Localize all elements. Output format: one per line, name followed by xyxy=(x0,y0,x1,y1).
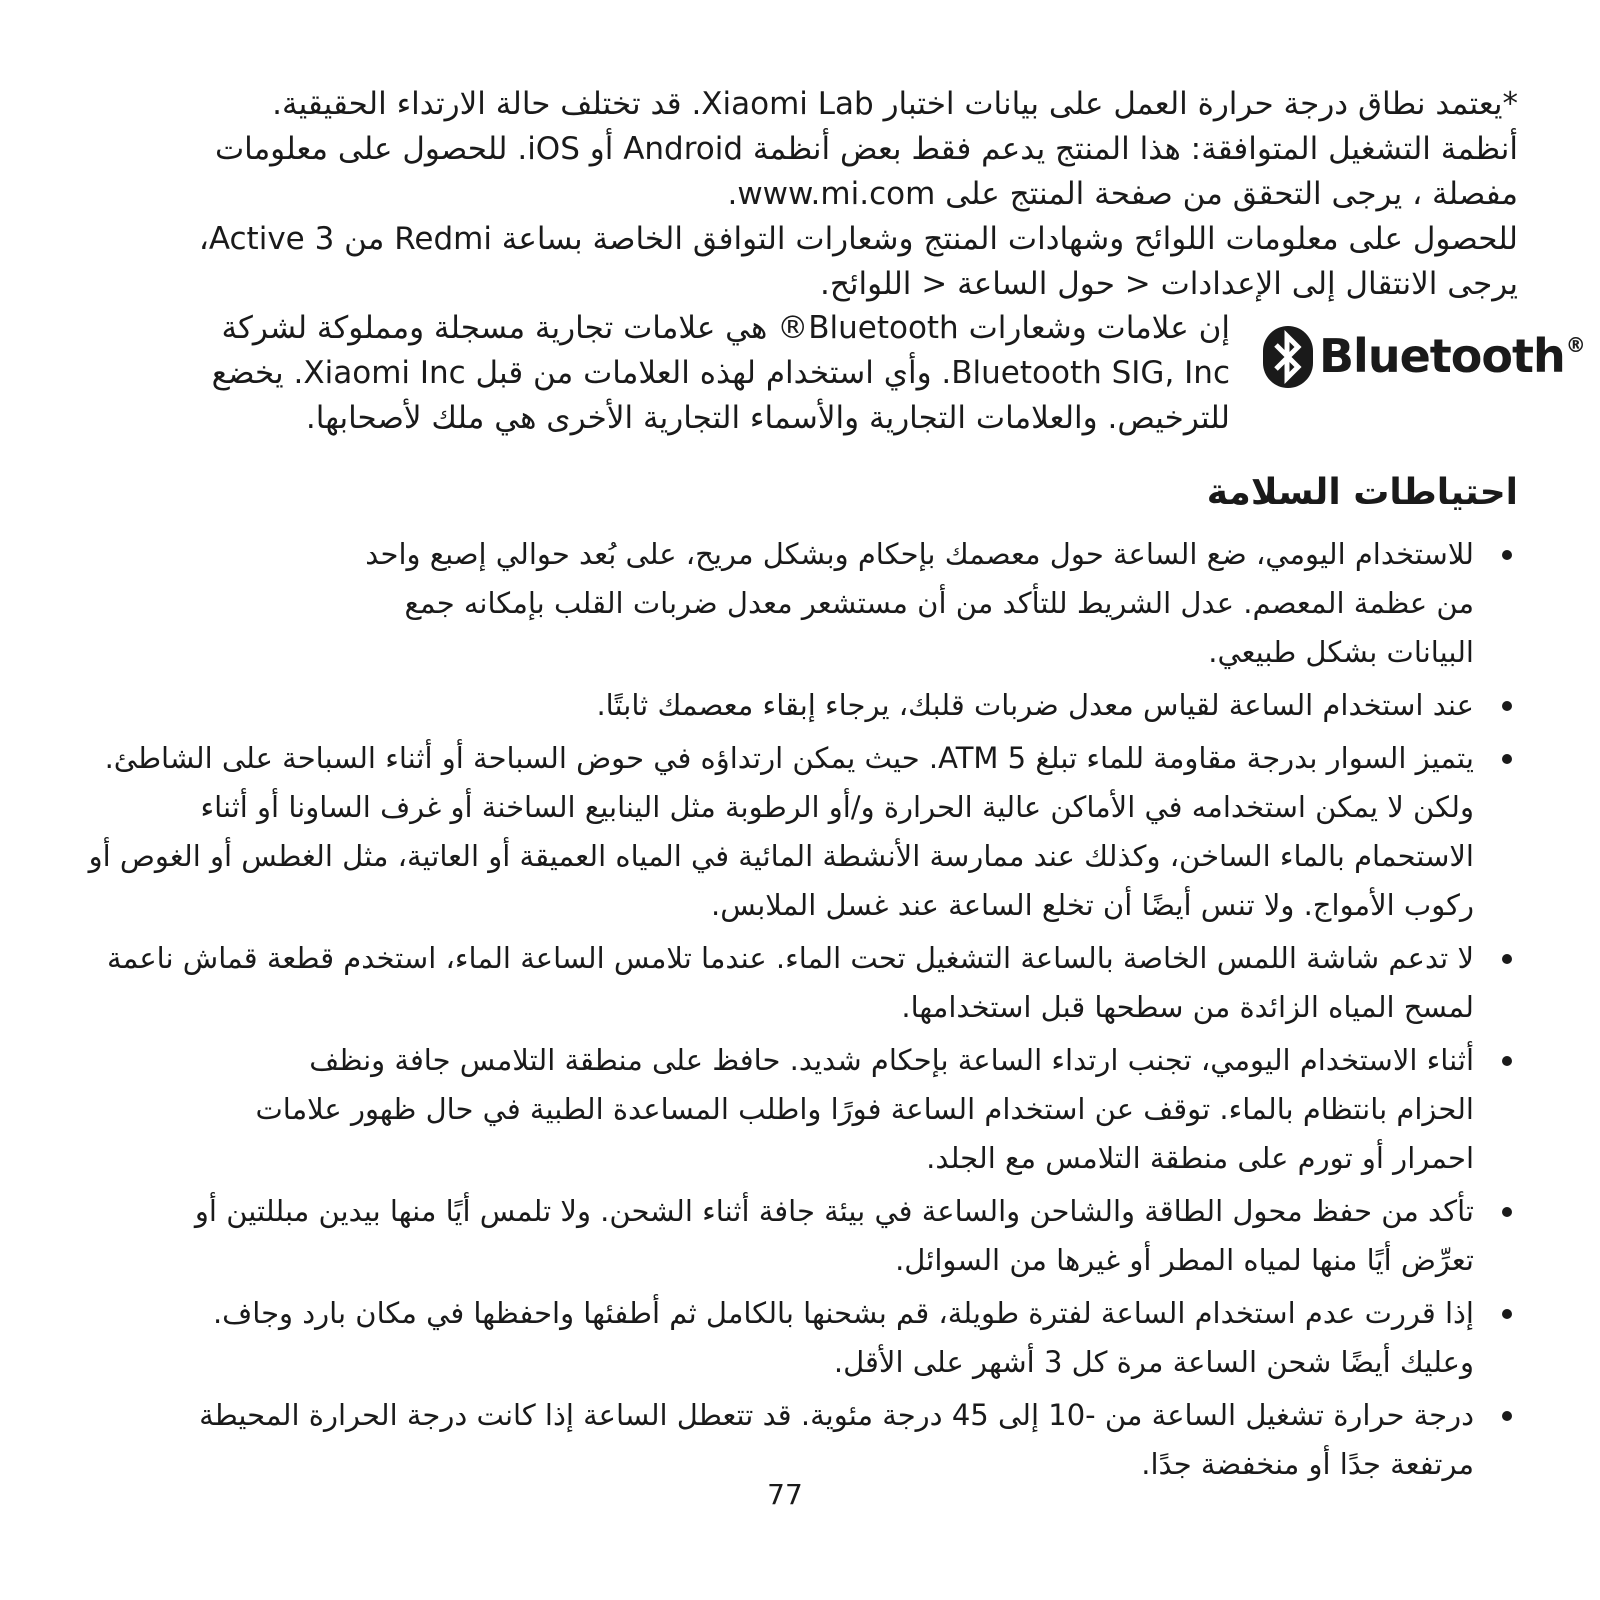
list-item xyxy=(228,1036,1518,1183)
bullet-icon xyxy=(1502,550,1512,560)
notes-section xyxy=(150,82,1518,307)
safety-list xyxy=(88,530,1518,1493)
list-item xyxy=(88,734,1518,930)
list-item-text: درجة حرارة تشغيل الساعة من -10 إلى 45 درجة مئوية. قد تتعطل الساعة إذا كانت درجة الحرارة المحيطة مرتفعة جدًا أو منخفضة جدًا. xyxy=(199,1398,1474,1481)
bluetooth-rune-icon xyxy=(1263,326,1313,388)
bluetooth-trademark-text xyxy=(150,306,1230,441)
list-item-text: يتميز السوار بدرجة مقاومة للماء تبلغ 5 ATM. حيث يمكن ارتداؤه في حوض السباحة أو أثناء السباحة على الشاطئ. ولكن لا يمكن استخدامه في الأماكن عالية الحرارة و/أو الرطوبة مثل الينابيع الساخنة أو غرف الساونا أو أثناء الاستحمام بالماء الساخن، وكذلك عند ممارسة الأنشطة المائية في المياه العميقة أو العاتية، مثل الغطس أو الغوص أو ركوب الأمواج. ولا تنس أيضًا أن تخلع الساعة عند غسل الملابس. xyxy=(88,741,1474,922)
bullet-icon xyxy=(1502,1309,1512,1319)
list-item-text: أثناء الاستخدام اليومي، تجنب ارتداء الساعة بإحكام شديد. حافظ على منطقة التلامس جافة ونظف الحزام بانتظام بالماء. توقف عن استخدام الساعة فورًا واطلب المساعدة الطبية في حال ظهور علامات احمرار أو تورم على منطقة التلامس مع الجلد. xyxy=(255,1043,1474,1175)
list-item-text: إذا قررت عدم استخدام الساعة لفترة طويلة، قم بشحنها بالكامل ثم أطفئها واحفظها في مكان بارد وجاف. وعليك أيضًا شحن الساعة مرة كل 3 أشهر على الأقل. xyxy=(212,1296,1474,1379)
list-item xyxy=(348,681,1518,730)
list-item-text: عند استخدام الساعة لقياس معدل ضربات قلبك، يرجاء إبقاء معصمك ثابتًا. xyxy=(596,688,1474,722)
bullet-icon xyxy=(1502,954,1512,964)
lab-data-note: *يعتمد نطاق درجة حرارة العمل على بيانات اختبار Xiaomi Lab. قد تختلف حالة الارتداء الحقيقية. xyxy=(272,86,1518,122)
regulatory-note: للحصول على معلومات اللوائح وشهادات المنتج وشعارات التوافق الخاصة بساعة Redmi من Active 3، يرجى الانتقال إلى الإعدادات < حول الساعة < اللوائح. xyxy=(198,221,1518,302)
bullet-icon xyxy=(1502,701,1512,711)
list-item-text: لا تدعم شاشة اللمس الخاصة بالساعة التشغيل تحت الماء. عندما تلامس الساعة الماء، استخدم قطعة قماش ناعمة لمسح المياه الزائدة من سطحها قبل استخدامها. xyxy=(107,941,1474,1024)
bullet-icon xyxy=(1502,1207,1512,1217)
page-number: 77 xyxy=(767,1478,803,1511)
bluetooth-trademark-block xyxy=(150,306,1585,456)
bluetooth-trademark-paragraph: إن علامات وشعارات Bluetooth® هي علامات تجارية مسجلة ومملوكة لشركة Bluetooth SIG, Inc. وأي استخدام لهذه العلامات من قبل Xiaomi Inc. يخضع للترخيص. والعلامات التجارية والأسماء التجارية الأخرى هي ملك لأصحابها. xyxy=(211,310,1230,436)
list-item xyxy=(88,934,1518,1032)
registered-mark: ® xyxy=(1565,333,1585,357)
compatibility-note: أنظمة التشغيل المتوافقة: هذا المنتج يدعم فقط بعض أنظمة Android أو iOS. للحصول على معلومات مفصلة ، يرجى التحقق من صفحة المنتج على www.mi.com. xyxy=(214,131,1518,212)
bluetooth-wordmark: Bluetooth® xyxy=(1319,329,1585,383)
bullet-icon xyxy=(1502,754,1512,764)
safety-title: احتياطات السلامة xyxy=(1206,472,1518,513)
list-item-text: للاستخدام اليومي، ضع الساعة حول معصمك بإحكام وبشكل مريح، على بُعد حوالي إصبع واحد من عظمة المعصم. عدل الشريط للتأكد من أن مستشعر معدل ضربات القلب بإمكانه جمع البيانات بشكل طبيعي. xyxy=(365,537,1474,669)
bullet-icon xyxy=(1502,1411,1512,1421)
list-item-text: تأكد من حفظ محول الطاقة والشاحن والساعة في بيئة جافة أثناء الشحن. ولا تلمس أيًا منها بيدين مبللتين أو تعرِّض أيًا منها لمياه المطر أو غيرها من السوائل. xyxy=(194,1194,1474,1277)
list-item xyxy=(138,1289,1518,1387)
bullet-icon xyxy=(1502,1056,1512,1066)
list-item xyxy=(138,1391,1518,1489)
list-item xyxy=(138,1187,1518,1285)
list-item xyxy=(348,530,1518,677)
bluetooth-logo xyxy=(1263,326,1585,388)
